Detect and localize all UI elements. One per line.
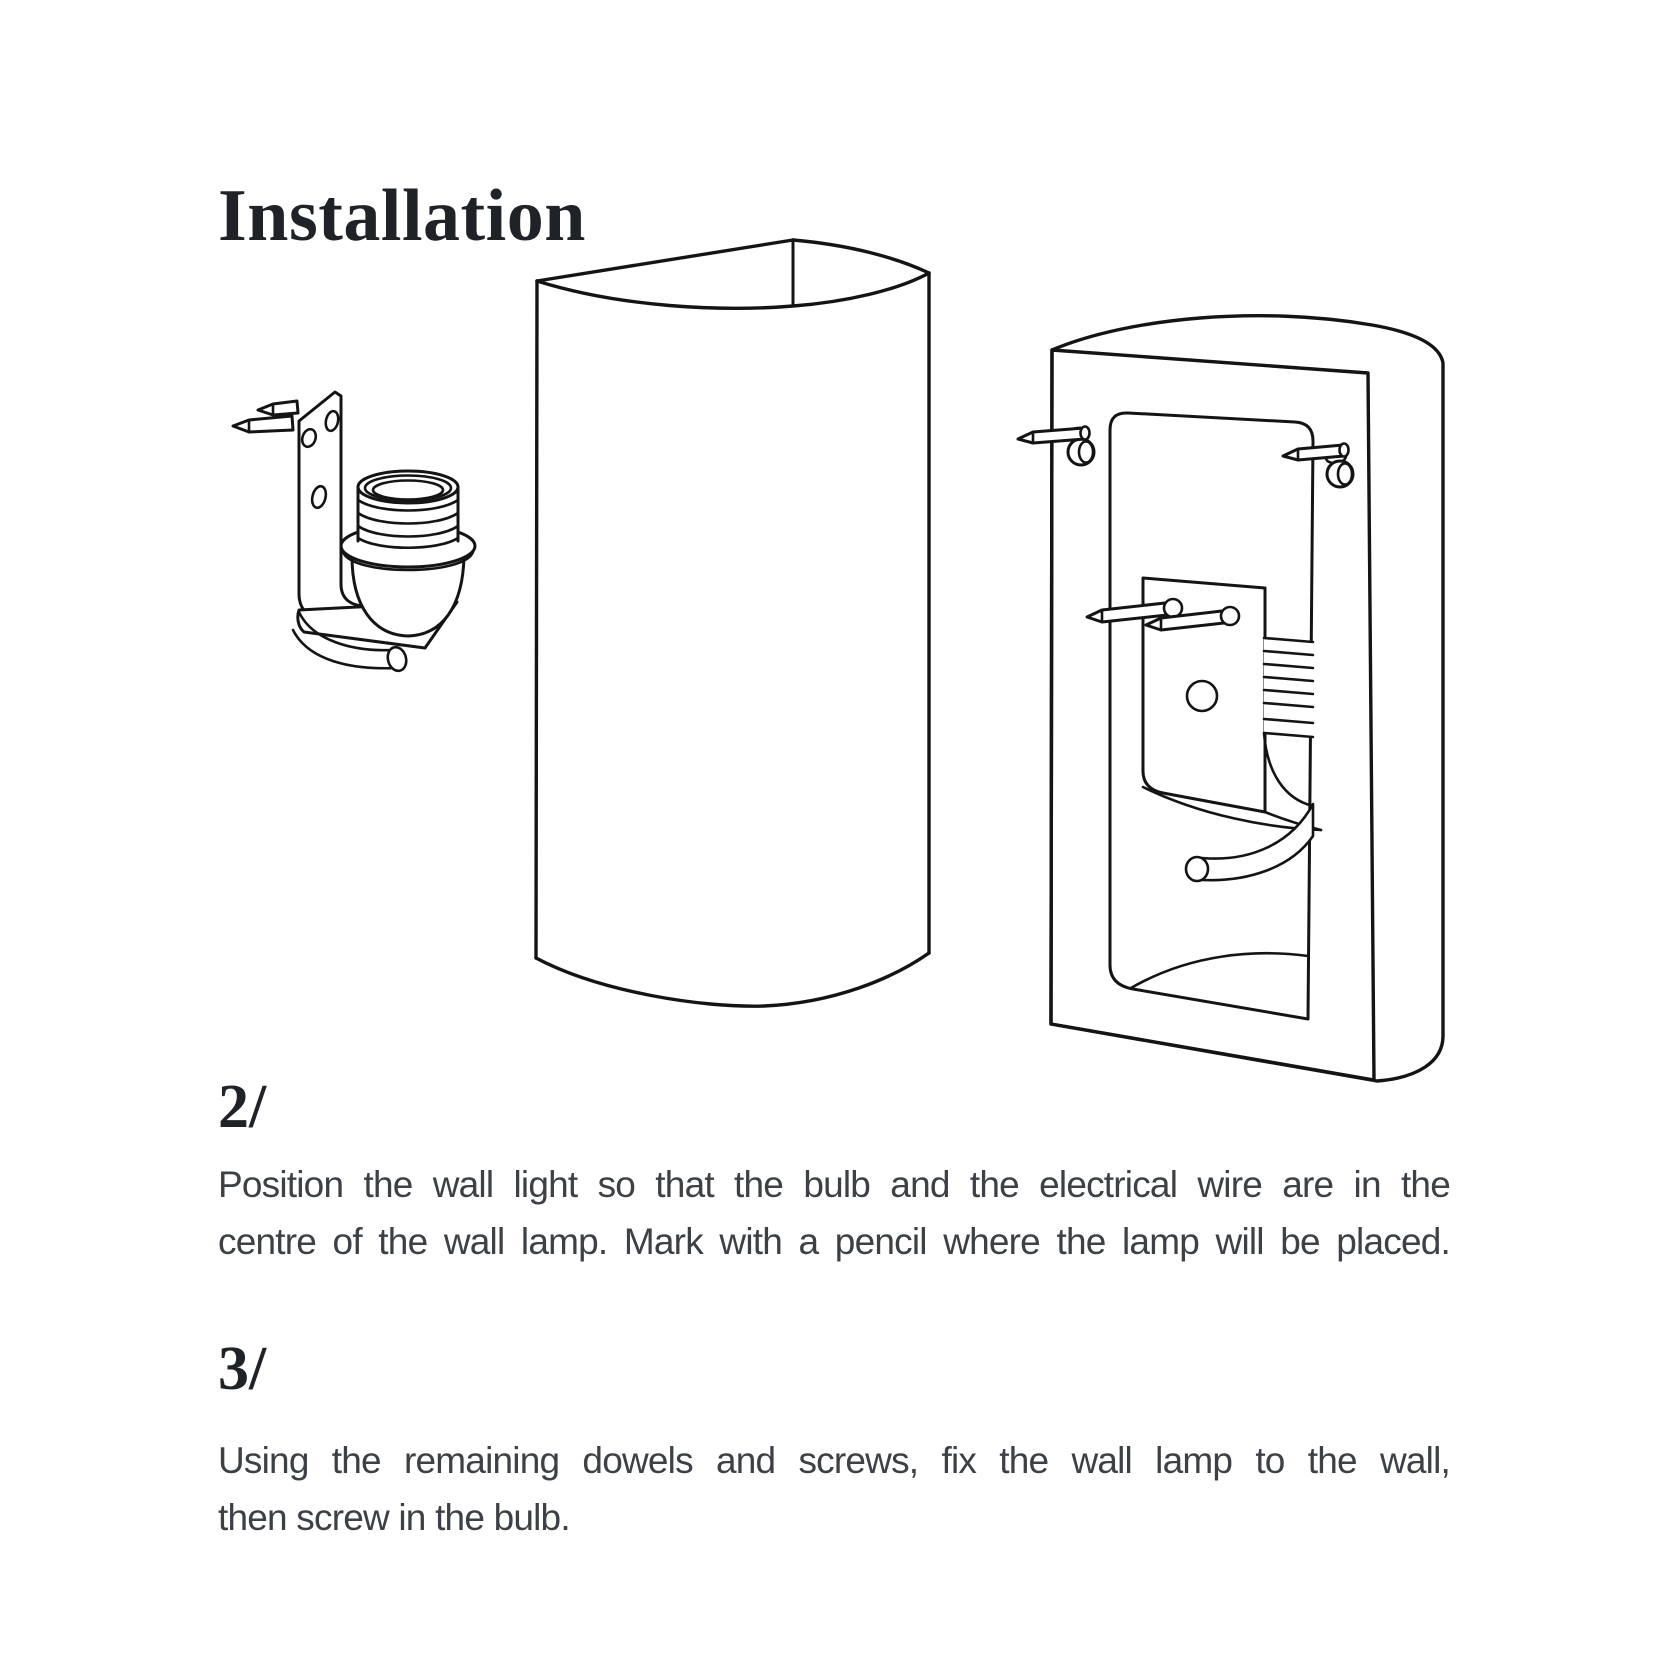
mounting-plate-hole xyxy=(1187,681,1217,711)
shade-rear-illustration xyxy=(1018,316,1443,1081)
screw-icon xyxy=(1018,428,1085,443)
screw-icon xyxy=(258,401,298,415)
step-2-instructions xyxy=(218,1156,1450,1270)
step-2-line-1: Position the wall light so that the bulb and the electrical wire are in the xyxy=(218,1164,1450,1205)
screw-icon xyxy=(233,416,293,432)
step-2-line-2: centre of the wall lamp. Mark with a pencil where the lamp will be placed. xyxy=(218,1221,1450,1262)
step-3-line-2: then screw in the bulb. xyxy=(218,1497,570,1538)
step-3-line-1: Using the remaining dowels and screws, fix the wall lamp to the wall, xyxy=(218,1440,1450,1481)
wire-end xyxy=(1186,857,1208,881)
step-3-instructions xyxy=(218,1432,1450,1546)
step-2-number: 2/ xyxy=(218,1073,267,1141)
bracket-socket-illustration xyxy=(233,392,475,673)
shade-front-illustration xyxy=(536,240,929,1006)
page-title: Installation xyxy=(218,174,586,257)
step-3-number: 3/ xyxy=(218,1335,267,1403)
